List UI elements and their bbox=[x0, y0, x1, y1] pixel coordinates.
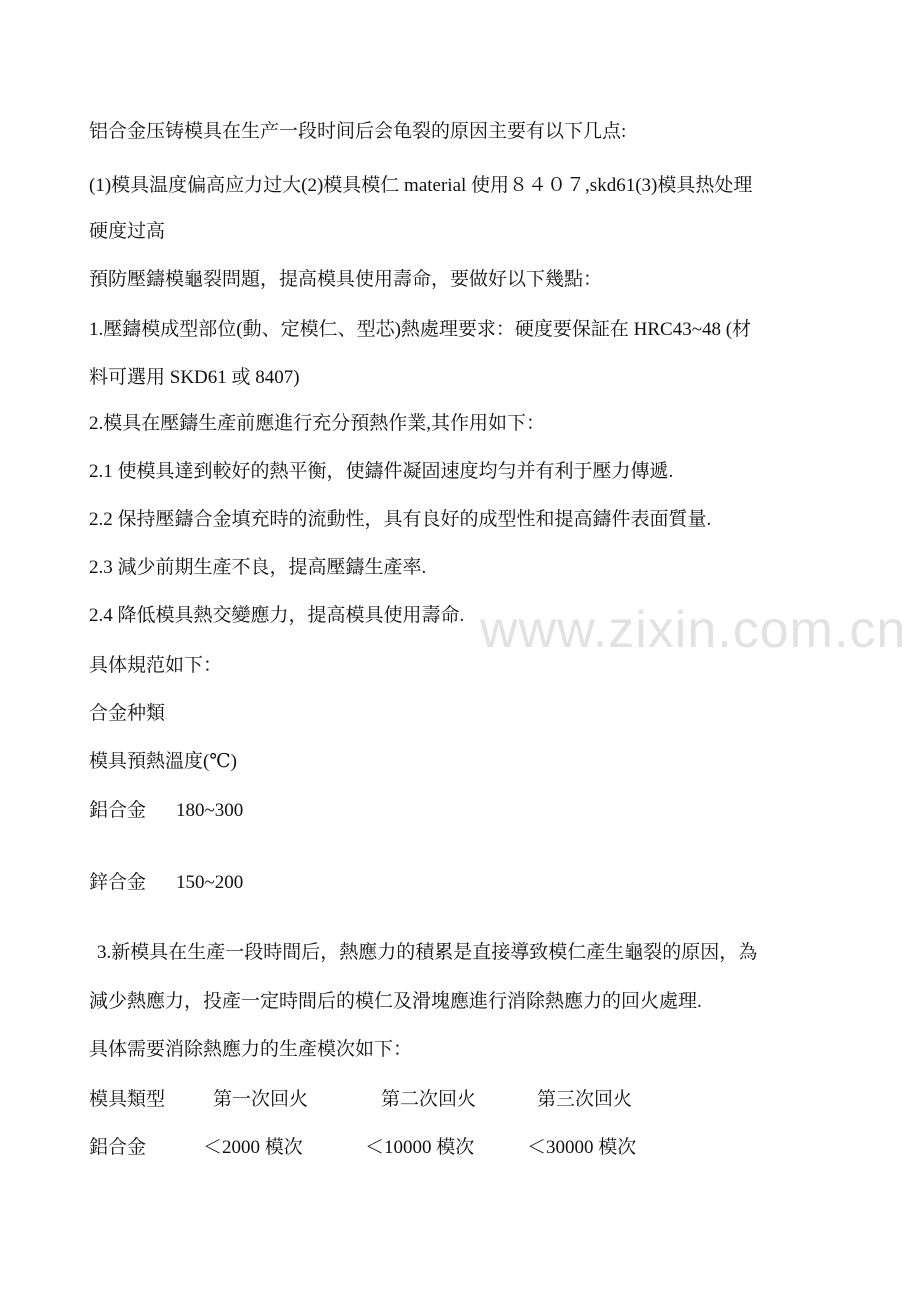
item-2-1: 2.1 使模具達到較好的熱平衡，使鑄件凝固速度均勻并有利于壓力傳遞. bbox=[89, 461, 674, 482]
preheat-row-2-temp: 150~200 bbox=[176, 872, 244, 893]
temper-header-first: 第一次回火 bbox=[213, 1089, 309, 1110]
prevention-heading: 預防壓鑄模龜裂問題，提高模具使用壽命，要做好以下幾點： bbox=[89, 269, 603, 290]
temper-header-type: 模具類型 bbox=[89, 1089, 166, 1110]
temper-row-alloy: 鋁合金 bbox=[89, 1137, 147, 1158]
temper-row-third: ＜30000 模次 bbox=[527, 1137, 637, 1158]
preheat-row-2-alloy: 鋅合金 bbox=[89, 872, 147, 893]
intro-line: 铝合金压铸模具在生产一段时间后会龟裂的原因主要有以下几点: bbox=[89, 121, 627, 142]
temper-row-second: ＜10000 模次 bbox=[365, 1137, 475, 1158]
item-3-line-1: 3.新模具在生產一段時間后，熱應力的積累是直接導致模仁產生龜裂的原因，為 bbox=[97, 942, 758, 963]
item-2-4: 2.4 降低模具熱交變應力，提高模具使用壽命. bbox=[89, 605, 465, 626]
temper-header-second: 第二次回火 bbox=[381, 1089, 477, 1110]
watermark: www.zixin.com.cn bbox=[480, 601, 907, 659]
temper-row-first: ＜2000 模次 bbox=[203, 1137, 303, 1158]
preheat-temp-header: 模具預熱溫度(℃) bbox=[89, 751, 237, 772]
spec-heading: 具体規范如下： bbox=[89, 655, 223, 676]
item-2-3: 2.3 減少前期生產不良，提高壓鑄生產率. bbox=[89, 557, 427, 578]
preheat-row-1-alloy: 鋁合金 bbox=[89, 800, 147, 821]
cause-line-2: 硬度过高 bbox=[89, 221, 166, 242]
cause-line-1: (1)模具温度偏高应力过大(2)模具模仁 material 使用８４０７,skd61(3)模具热处理 bbox=[89, 175, 753, 196]
temper-header-third: 第三次回火 bbox=[537, 1089, 633, 1110]
alloy-type-header: 合金种類 bbox=[89, 703, 166, 724]
item-1-line-1: 1.壓鑄模成型部位(動、定模仁、型芯)熱處理要求：硬度要保証在 HRC43~48 (材 bbox=[89, 319, 752, 340]
item-2-2: 2.2 保持壓鑄合金填充時的流動性，具有良好的成型性和提高鑄件表面質量. bbox=[89, 509, 712, 530]
item-3-line-2: 減少熱應力，投產一定時間后的模仁及滑塊應進行消除熱應力的回火處理. bbox=[89, 991, 702, 1012]
item-1-line-2: 料可選用 SKD61 或 8407) bbox=[89, 367, 300, 388]
temper-heading: 具体需要消除熱應力的生產模次如下： bbox=[89, 1039, 413, 1060]
item-2-heading: 2.模具在壓鑄生產前應進行充分預熱作業,其作用如下： bbox=[89, 413, 546, 434]
preheat-row-1-temp: 180~300 bbox=[176, 800, 244, 821]
